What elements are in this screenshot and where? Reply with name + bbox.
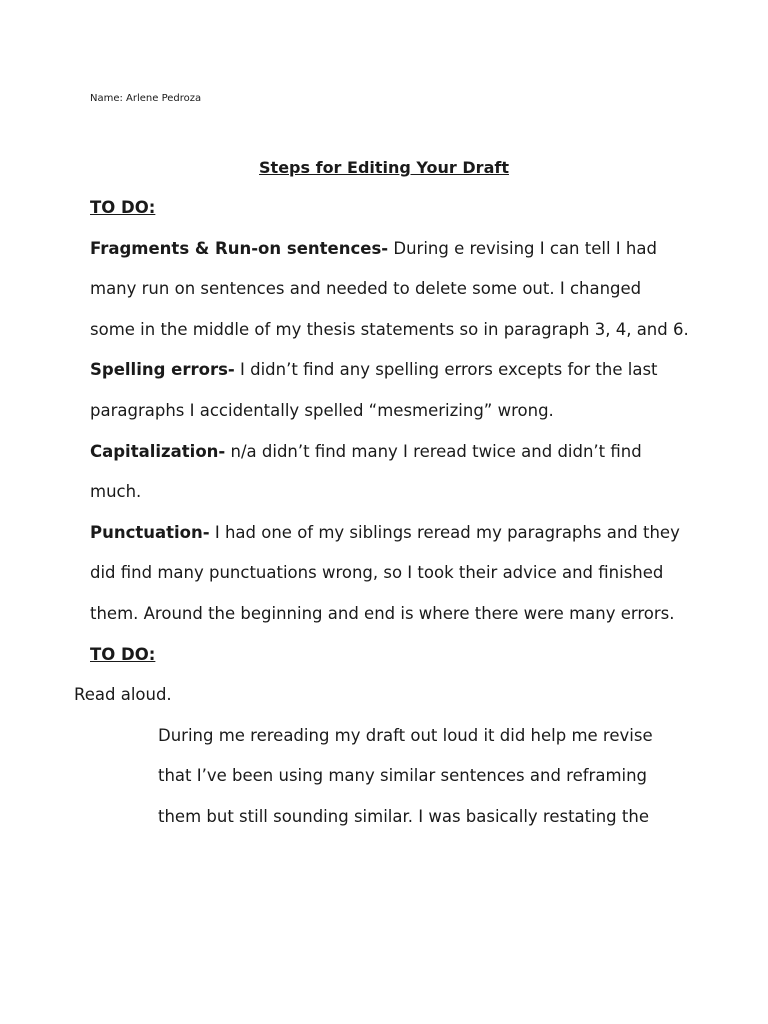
student-name: Name: Arlene Pedroza: [90, 93, 202, 104]
todo-heading-2: [90, 635, 690, 676]
spelling-text: I didn’t find any spelling errors excepts for the last paragraphs I accidentally spelled “mesmerizing” wrong.: [90, 360, 658, 420]
punctuation-term: Punctuation-: [90, 522, 210, 542]
fragments-text: During e revising I can tell I had many run on sentences and needed to delete some out. I changed some in the middle of my thesis statements so in paragraph 3, 4, and 6.: [90, 238, 689, 339]
read-aloud-paragraph: During me rereading my draft out loud it did help me revise that I’ve been using many similar sentences and reframing them but still sounding similar. I was basically restating the: [158, 725, 653, 826]
capitalization-text: n/a didn’t find many I reread twice and didn’t find much.: [90, 441, 642, 502]
punctuation-text: I had one of my siblings reread my paragraphs and they did find many punctuations wrong, so I took their advice and finished them. Around the beginning and end is where there were many errors.: [90, 522, 680, 623]
todo-heading-1-label: TO DO:: [90, 198, 156, 217]
read-aloud-heading: Read aloud.: [74, 685, 172, 705]
punctuation-paragraph: [90, 513, 690, 635]
document-body: [74, 188, 690, 838]
document-title: Steps for Editing Your Draft: [259, 158, 509, 177]
spelling-term: Spelling errors-: [90, 360, 235, 380]
fragments-paragraph: [90, 229, 690, 351]
capitalization-term: Capitalization-: [90, 441, 226, 461]
spelling-paragraph: [90, 350, 690, 431]
capitalization-paragraph: [90, 432, 690, 513]
fragments-term: Fragments & Run-on sentences-: [90, 238, 389, 258]
todo-heading-2-label: TO DO:: [90, 644, 156, 664]
todo-heading-1: [90, 188, 690, 229]
